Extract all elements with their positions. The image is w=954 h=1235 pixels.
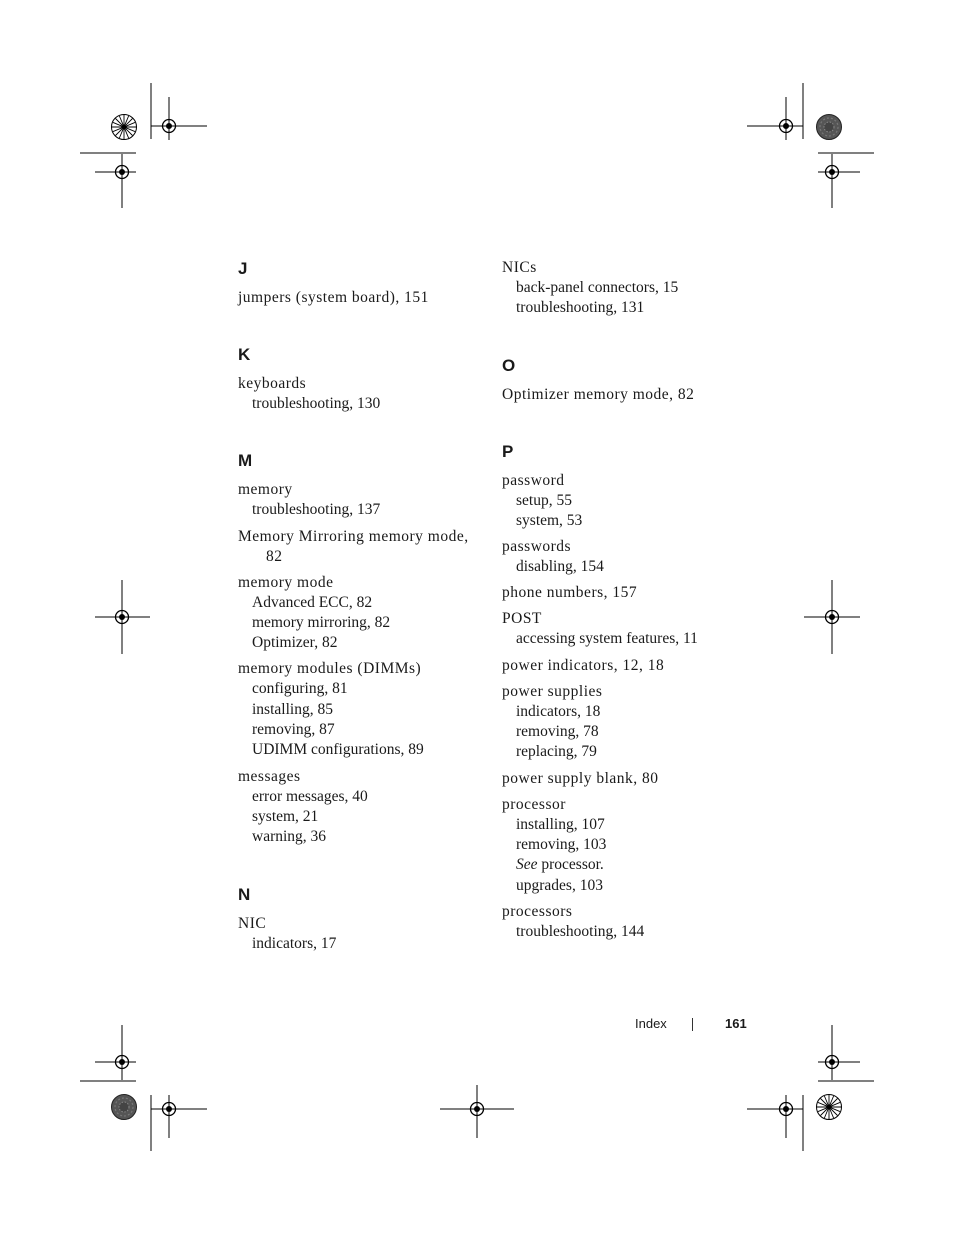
index-subentry: troubleshooting, 144 xyxy=(516,922,645,940)
index-entry xyxy=(238,767,478,848)
index-term: memory mode xyxy=(238,573,334,591)
index-term: NIC xyxy=(238,914,267,932)
index-term: messages xyxy=(238,767,301,785)
index-subentry: system, 53 xyxy=(516,511,583,529)
index-section-o xyxy=(502,355,742,405)
index-subentry: Advanced ECC, 82 xyxy=(252,593,373,611)
index-term: memory modules (DIMMs) xyxy=(238,660,422,678)
index-term: POST xyxy=(502,610,542,628)
index-term: passwords xyxy=(502,538,572,556)
index-subentry: See processor. xyxy=(516,856,604,874)
index-subentry: memory mirroring, 82 xyxy=(252,613,391,631)
index-term: keyboards xyxy=(238,375,307,392)
index-term: Memory Mirroring memory mode, 82 xyxy=(238,527,469,565)
section-letter: J xyxy=(238,259,248,278)
section-letter: N xyxy=(238,884,251,904)
index-entry xyxy=(502,682,742,763)
index-subentry: Optimizer, 82 xyxy=(252,634,338,652)
index-subentry: upgrades, 103 xyxy=(516,876,603,894)
index-section-k xyxy=(238,344,478,414)
section-letter: O xyxy=(502,355,516,375)
index-subentry: UDIMM configurations, 89 xyxy=(252,741,424,759)
index-entry xyxy=(502,583,742,603)
index-term: power indicators, 12, 18 xyxy=(502,656,665,674)
index-subentry: troubleshooting, 131 xyxy=(516,299,645,317)
index-entry xyxy=(502,656,742,676)
index-subentry: setup, 55 xyxy=(516,491,572,509)
index-entry xyxy=(502,385,742,405)
index-entry xyxy=(502,769,742,789)
index-section-continued xyxy=(502,258,742,319)
index-subentry: removing, 87 xyxy=(252,721,335,739)
index-column-right xyxy=(502,258,742,948)
index-column-left xyxy=(238,258,478,960)
index-subentry: removing, 103 xyxy=(516,835,607,853)
index-term: processor xyxy=(502,795,566,813)
index-subentry: system, 21 xyxy=(252,807,319,825)
section-letter: K xyxy=(238,345,251,364)
index-entry xyxy=(238,527,478,567)
index-term: phone numbers, 157 xyxy=(502,584,638,602)
index-term: Optimizer memory mode, 82 xyxy=(502,385,695,403)
index-entry xyxy=(238,480,478,520)
index-entry xyxy=(502,258,742,319)
index-subentry: removing, 78 xyxy=(516,723,599,741)
index-entry xyxy=(238,573,478,654)
index-subentry: warning, 36 xyxy=(252,828,327,846)
index-section-m xyxy=(238,450,478,847)
index-subentry: troubleshooting, 137 xyxy=(252,501,381,519)
index-term: processors xyxy=(502,902,573,920)
section-letter: M xyxy=(238,451,253,471)
index-entry xyxy=(502,902,742,942)
index-term: power supplies xyxy=(502,682,603,700)
index-subentry: disabling, 154 xyxy=(516,558,604,576)
index-entry xyxy=(502,795,742,896)
section-letter: P xyxy=(502,441,514,461)
index-term: password xyxy=(502,471,565,489)
index-section-n xyxy=(238,884,478,954)
index-subentry: replacing, 79 xyxy=(516,743,597,761)
index-entry xyxy=(502,471,742,532)
index-section-j xyxy=(238,258,478,308)
index-section-p xyxy=(502,441,742,943)
index-entry xyxy=(238,288,478,308)
index-subentry: troubleshooting, 130 xyxy=(252,395,381,412)
footer-section-title: Index xyxy=(635,1016,667,1031)
index-entry xyxy=(238,659,478,760)
page-number: 161 xyxy=(725,1016,747,1031)
index-subentry: configuring, 81 xyxy=(252,680,348,698)
index-subentry: back-panel connectors, 15 xyxy=(516,279,679,296)
index-term: power supply blank, 80 xyxy=(502,769,659,787)
index-entry xyxy=(238,374,478,414)
index-subentry: indicators, 18 xyxy=(516,702,601,720)
index-subentry: accessing system features, 11 xyxy=(516,630,698,648)
index-subentry: indicators, 17 xyxy=(252,934,337,952)
index-entry xyxy=(238,914,478,954)
index-term: NICs xyxy=(502,259,537,276)
index-term: jumpers (system board), 151 xyxy=(238,289,429,306)
index-subentry: installing, 107 xyxy=(516,815,605,833)
index-subentry: installing, 85 xyxy=(252,700,333,718)
index-entry xyxy=(502,537,742,577)
index-subentry: error messages, 40 xyxy=(252,787,368,805)
index-entry xyxy=(502,609,742,649)
footer-divider xyxy=(692,1018,693,1031)
see-reference: See xyxy=(516,856,538,874)
index-term: memory xyxy=(238,481,293,499)
